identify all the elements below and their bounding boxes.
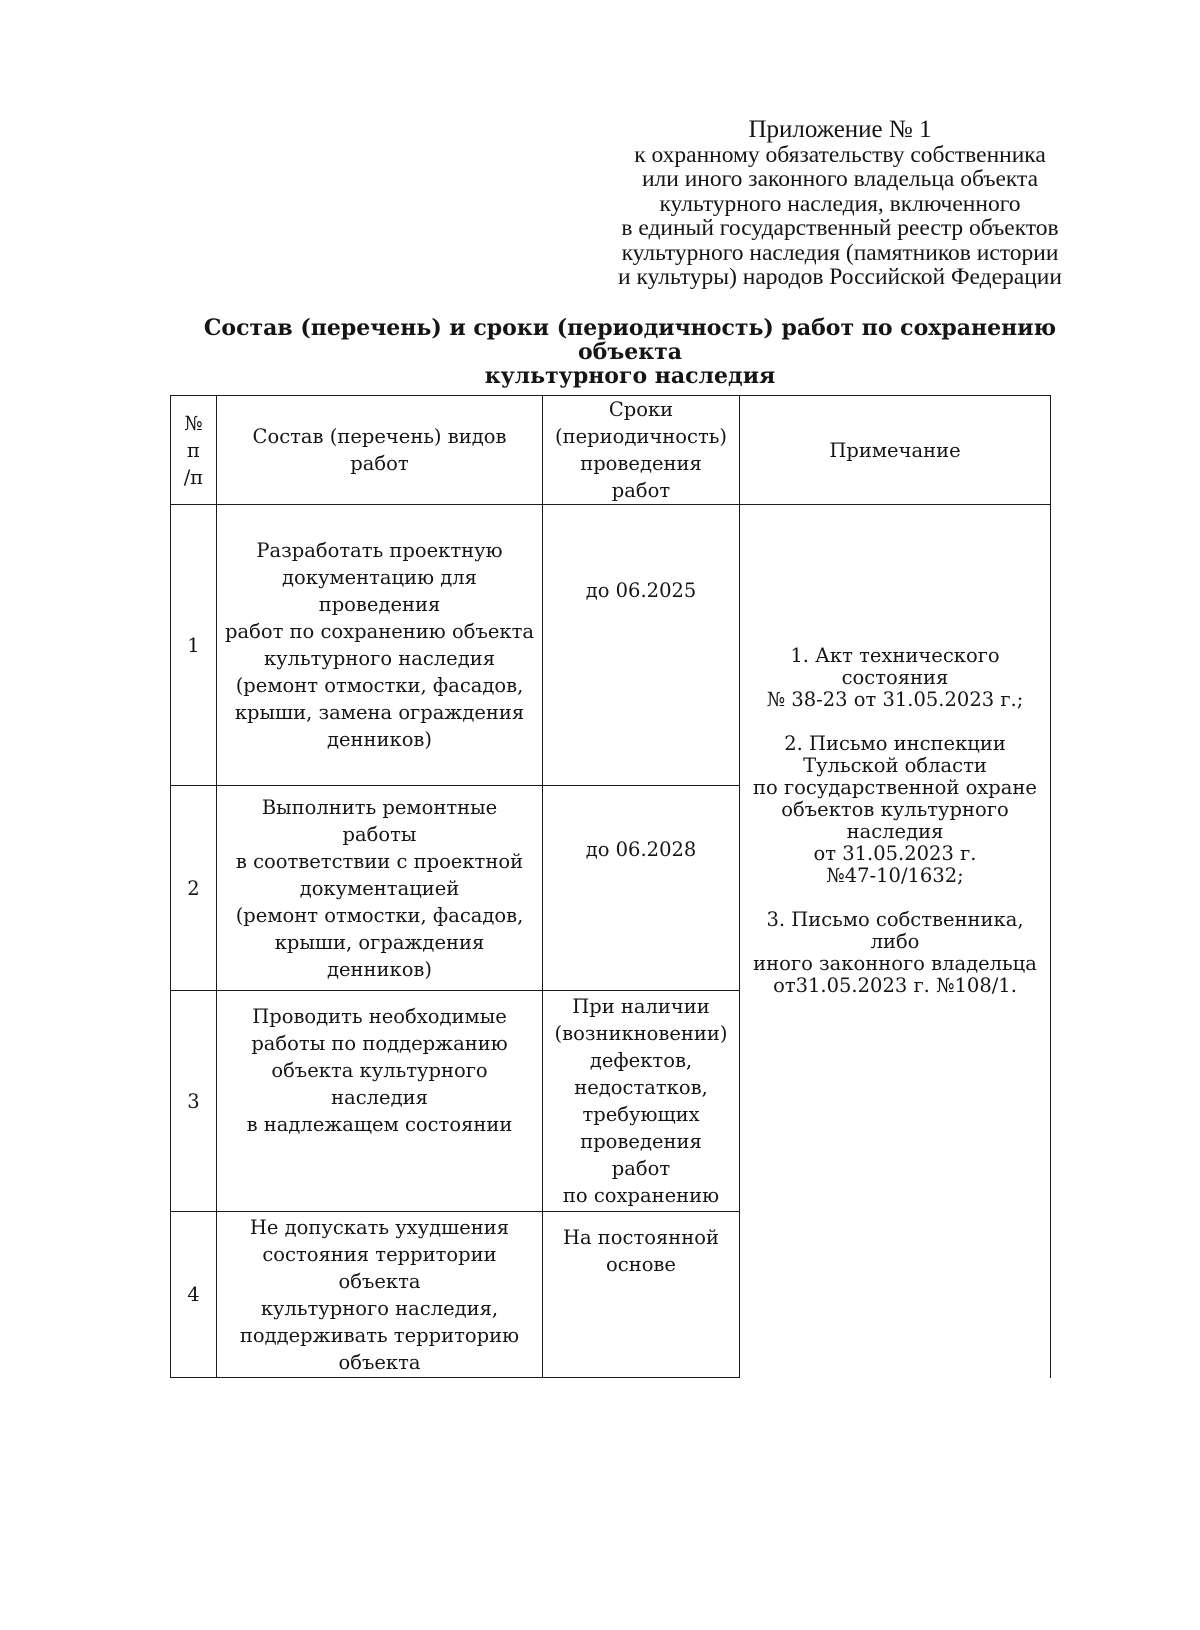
row-terms: до 06.2028 bbox=[543, 786, 740, 991]
row-number: 3 bbox=[171, 991, 217, 1212]
header-terms: Сроки (периодичность) проведения работ bbox=[543, 396, 740, 505]
annex-line: и культуры) народов Российской Федерации bbox=[618, 264, 1062, 290]
row-works: Выполнить ремонтные работы в соответствии с проектной документацией (ремонт отмостки, фасадов, крыши, ограждения денников) bbox=[217, 786, 543, 991]
row-number: 2 bbox=[171, 786, 217, 991]
annex-reference bbox=[560, 118, 1120, 290]
note-item-2: 2. Письмо инспекции Тульской области по государственной охране объектов культурного наследия от 31.05.2023 г. №47-10/1632; bbox=[753, 732, 1037, 887]
note-item-3: 3. Письмо собственника, либо иного законного владельца от31.05.2023 г. №108/1. bbox=[753, 908, 1037, 997]
annex-line: культурного наследия (памятников истории bbox=[621, 239, 1059, 266]
annex-line: к охранному обязательству собственника bbox=[634, 141, 1046, 168]
row-works: Разработать проектную документацию для проведения работ по сохранению объекта культурного наследия (ремонт отмостки, фасадов, крыши, замена ограждения денников) bbox=[217, 505, 543, 786]
row-number: 4 bbox=[171, 1212, 217, 1378]
annex-line: культурного наследия, включенного bbox=[659, 190, 1021, 217]
works-table bbox=[170, 395, 1051, 1378]
row-terms: При наличии (возникновении) дефектов, недостатков, требующих проведения работ по сохранению bbox=[543, 991, 740, 1212]
heading-line: культурного наследия bbox=[484, 363, 776, 389]
note-cell bbox=[740, 505, 1051, 1378]
heading-line: Состав (перечень) и сроки (периодичность) работ по сохранению объекта bbox=[203, 315, 1057, 365]
document-heading bbox=[150, 316, 1110, 388]
header-works: Состав (перечень) видов работ bbox=[217, 396, 543, 505]
annex-line: в единый государственный реестр объектов bbox=[621, 215, 1059, 241]
row-number: 1 bbox=[171, 505, 217, 786]
annex-line: или иного законного владельца объекта bbox=[641, 166, 1039, 192]
row-terms: На постоянной основе bbox=[543, 1212, 740, 1378]
row-works: Проводить необходимые работы по поддержанию объекта культурного наследия в надлежащем состоянии bbox=[217, 991, 543, 1212]
row-works: Не допускать ухудшения состояния территории объекта культурного наследия, поддерживать территорию объекта bbox=[217, 1212, 543, 1378]
header-num: № п /п bbox=[171, 396, 217, 505]
row-terms: до 06.2025 bbox=[543, 505, 740, 786]
note-item-1: 1. Акт технического состояния № 38-23 от 31.05.2023 г.; bbox=[766, 644, 1024, 711]
annex-title: Приложение № 1 bbox=[748, 116, 932, 143]
header-note: Примечание bbox=[740, 396, 1051, 505]
table-header-row bbox=[171, 396, 1051, 505]
table-row bbox=[171, 505, 1051, 786]
